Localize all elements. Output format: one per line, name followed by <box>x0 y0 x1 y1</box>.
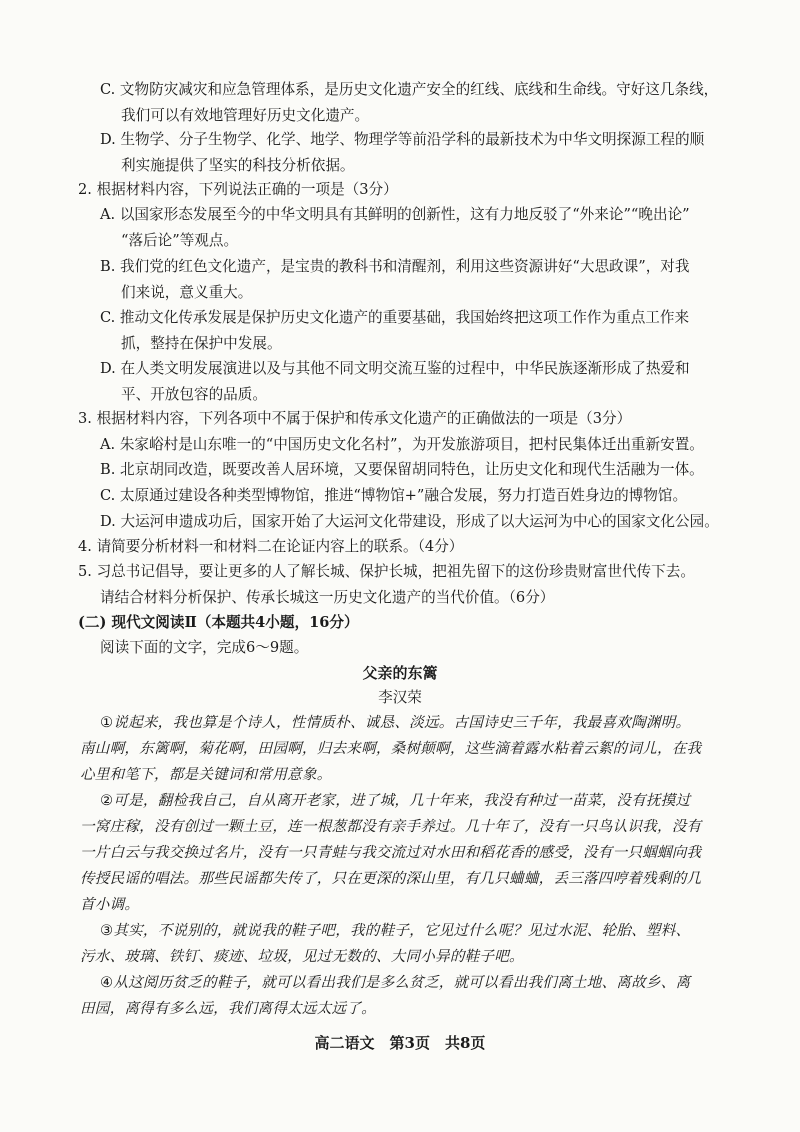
q3-option-d: D. 大运河申遗成功后，国家开始了大运河文化带建设，形成了以大运河为中心的国家文化公园。 <box>100 513 719 530</box>
q1-option-c-line2: 我们可以有效地管理好历史文化遗产。 <box>121 107 370 124</box>
q3-option-b: B. 北京胡同改造，既要改善人居环境，又要保留胡同特色，让历史文化和现代生活融为一体。 <box>100 461 704 478</box>
q2-option-d-line2: 平、开放包容的品质。 <box>121 386 267 403</box>
paragraph-2-line4: 传授民谣的唱法。那些民谣都失传了，只在更深的深山里，有几只蛐蛐，丢三落四哼着残剩的几 <box>80 870 702 887</box>
q5-stem-line2: 请结合材料分析保护、传承长城这一历史文化遗产的当代价值。（6分） <box>100 589 555 606</box>
paragraph-1-line2: 南山啊，东篱啊，菊花啊，田园啊，归去来啊，桑树颠啊，这些滴着露水粘着云絮的词儿，在我 <box>80 740 702 757</box>
q4-stem: 4. 请简要分析材料一和材料二在论证内容上的联系。（4分） <box>78 538 464 555</box>
q2-option-c-line2: 抓，整持在保护中发展。 <box>121 335 282 352</box>
paragraph-2-line3: 一片白云与我交换过名片，没有一只青蛙与我交流过对水田和稻花香的感受，没有一只蝈蝈向我 <box>80 844 702 861</box>
section-heading: (二) 现代文阅读Ⅱ（本题共4小题，16分） <box>78 614 359 631</box>
paragraph-4-line2: 田园，离得有多么远，我们离得太远太远了。 <box>80 1000 376 1017</box>
article-author: 李汉荣 <box>378 689 422 706</box>
paragraph-2-line5: 首小调。 <box>80 896 140 913</box>
paragraph-1-line1: ①说起来，我也算是个诗人，性情质朴、诚恳、淡远。古国诗史三千年，我最喜欢陶渊明。 <box>100 714 691 731</box>
paragraph-2-line2: 一窝庄稼，没有创过一颗土豆，连一根葱都没有亲手养过。几十年了，没有一只鸟认识我，没有 <box>80 818 702 835</box>
q1-option-c-line1: C. 文物防灾减灾和应急管理体系，是历史文化遗产安全的红线、底线和生命线。守好这几条线， <box>100 81 719 98</box>
section-instruction: 阅读下面的文字，完成6～9题。 <box>100 639 309 656</box>
q2-option-d-line1: D. 在人类文明发展演进以及与其他不同文明交流互鉴的过程中，中华民族逐渐形成了热爱和 <box>100 360 690 377</box>
paragraph-3-line1: ③其实，不说别的，就说我的鞋子吧，我的鞋子，它见过什么呢？见过水泥、轮胎、塑料、 <box>100 922 691 939</box>
q2-option-a-line2: “落后论”等观点。 <box>121 232 239 249</box>
q5-stem-line1: 5. 习总书记倡导，要让更多的人了解长城、保护长城，把祖先留下的这份珍贵财富世代传下去。 <box>78 563 695 580</box>
paragraph-3-line2: 污水、玻璃、铁钉、痰迹、垃圾，见过无数的、大同小异的鞋子吧。 <box>80 948 524 965</box>
paragraph-2-line1: ②可是，翻检我自己，自从离开老家，进了城，几十年来，我没有种过一苗菜，没有抚摸过 <box>100 792 691 809</box>
q1-option-d-line1: D. 生物学、分子生物学、化学、地学、物理学等前沿学科的最新技术为中华文明探源工程的顺 <box>100 131 705 148</box>
q2-option-b-line1: B. 我们党的红色文化遗产，是宝贵的教科书和清醒剂，利用这些资源讲好“大思政课”，对我 <box>100 258 690 275</box>
paragraph-4-line1: ④从这阅历贫乏的鞋子，就可以看出我们是多么贫乏，就可以看出我们离土地、离故乡、离 <box>100 974 691 991</box>
q2-option-a-line1: A. 以国家形态发展至今的中华文明具有其鲜明的创新性，这有力地反驳了“外来论”“晚出论” <box>100 206 690 223</box>
q3-option-c: C. 太原通过建设各种类型博物馆，推进“博物馆+”融合发展，努力打造百姓身边的博物馆。 <box>100 487 688 504</box>
q2-stem: 2. 根据材料内容，下列说法正确的一项是（3分） <box>78 181 398 198</box>
q3-option-a: A. 朱家峪村是山东唯一的“中国历史文化名村”，为开发旅游项目，把村民集体迁出重新安置。 <box>100 436 704 453</box>
paragraph-1-line3: 心里和笔下，都是关键词和常用意象。 <box>80 766 332 783</box>
q1-option-d-line2: 利实施提供了坚实的科技分析依据。 <box>121 157 355 174</box>
page-footer: 高二语文 第3页 共8页 <box>314 1034 486 1052</box>
article-title: 父亲的东篱 <box>362 664 438 682</box>
q2-option-b-line2: 们来说，意义重大。 <box>121 284 253 301</box>
q3-stem: 3. 根据材料内容，下列各项中不属于保护和传承文化遗产的正确做法的一项是（3分） <box>78 410 632 427</box>
q2-option-c-line1: C. 推动文化传承发展是保护历史文化遗产的重要基础，我国始终把这项工作作为重点工作来 <box>100 309 690 326</box>
